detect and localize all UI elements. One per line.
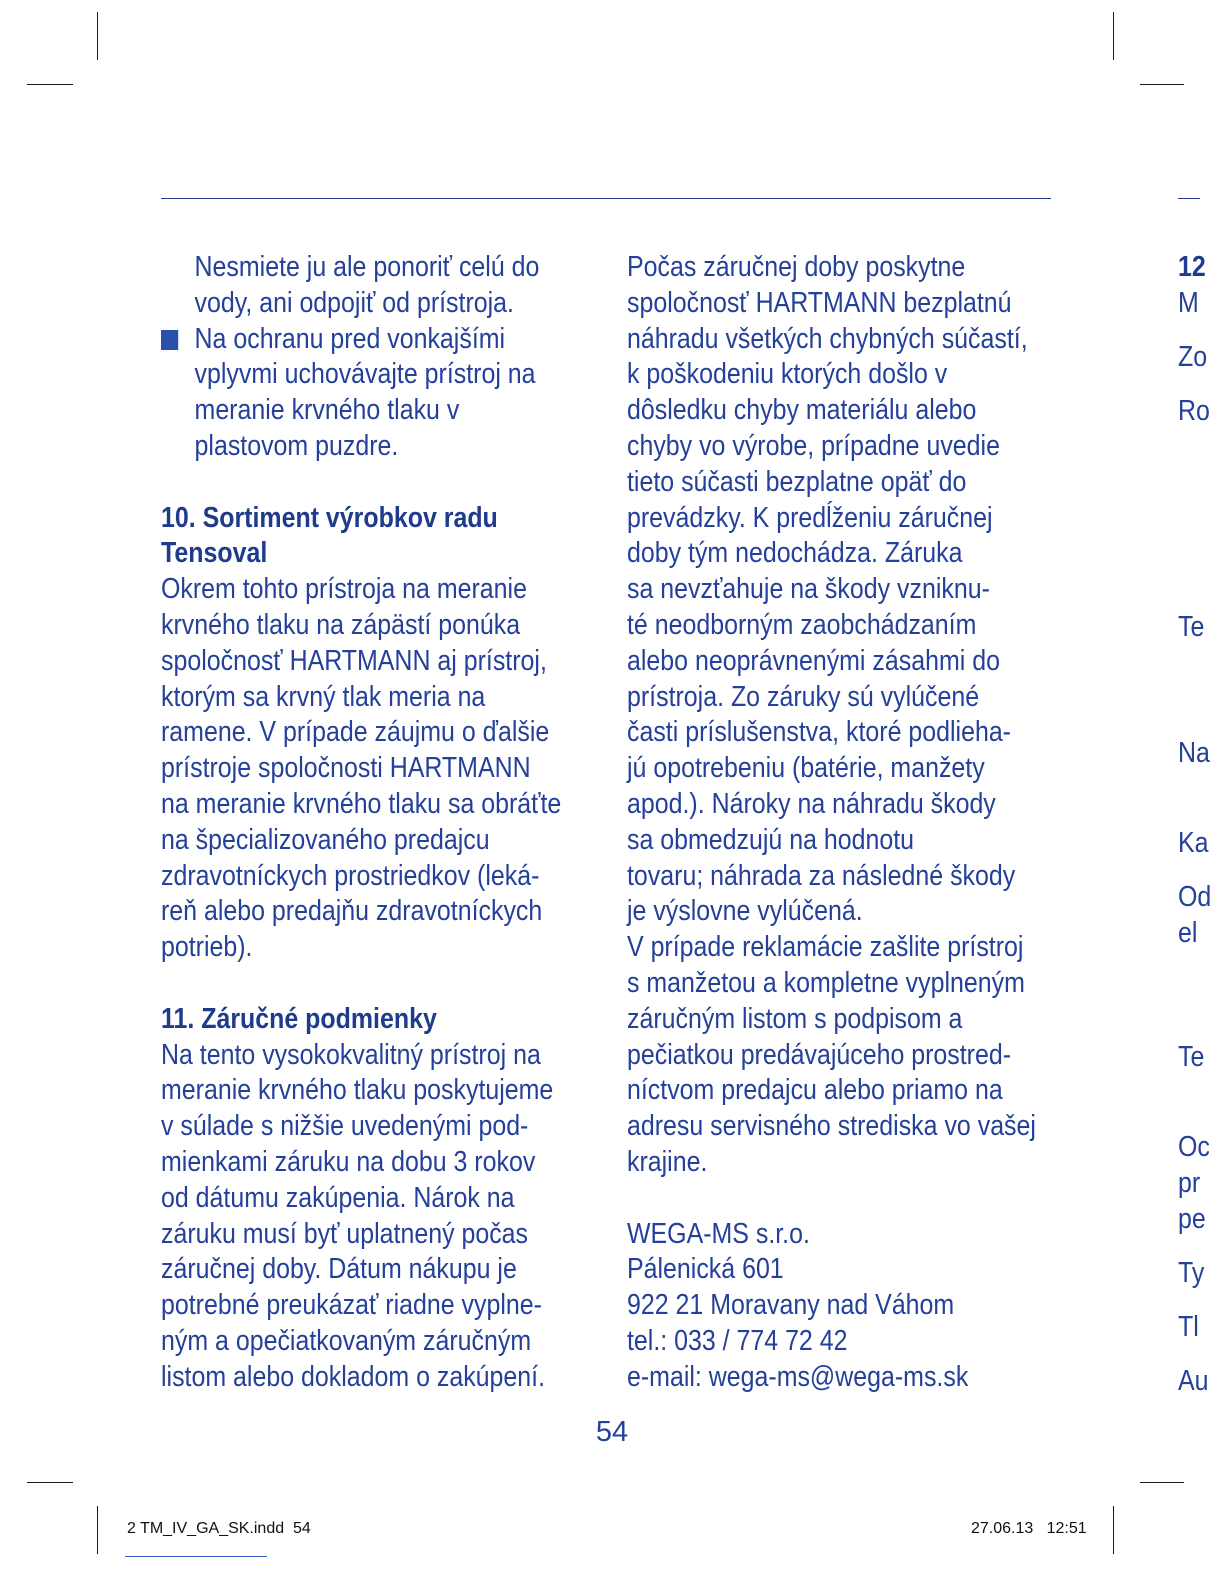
- text-line: chyby vo výrobe, prípadne uvedie: [627, 429, 1000, 462]
- text-line: časti príslušenstva, ktoré podlieha-: [627, 716, 1011, 749]
- text-line: na špecializovaného predajcu: [161, 823, 490, 856]
- address-company: WEGA-MS s.r.o.: [627, 1217, 810, 1250]
- right-fragment: Od: [1178, 881, 1212, 913]
- text-line: náhradu všetkých chybných súčastí,: [627, 322, 1028, 355]
- slug-underline: [125, 1556, 267, 1557]
- text-line: reň alebo predajňu zdravotníckych: [161, 895, 543, 928]
- text-line: záručným listom s podpisom a: [627, 1002, 963, 1035]
- page-number: 54: [595, 1416, 629, 1448]
- section-heading: 10. Sortiment výrobkov radu: [161, 501, 498, 534]
- crop-mark-bottom-right-horizontal: [1140, 1482, 1184, 1483]
- bullet-item: [161, 322, 561, 358]
- text-line: tieto súčasti bezplatne opäť do: [627, 465, 967, 498]
- address-email: e-mail: wega-ms@wega-ms.sk: [627, 1360, 969, 1393]
- text-line: záruku musí byť uplatnený počas: [161, 1217, 529, 1250]
- crop-mark-top-right-horizontal: [1140, 84, 1184, 85]
- crop-mark-bottom-right-vertical: [1113, 1506, 1114, 1554]
- right-fragment: Oc: [1178, 1131, 1210, 1163]
- slug-file: [127, 1520, 311, 1538]
- text-line: Okrem tohto prístroja na meranie: [161, 573, 527, 606]
- right-fragment: Tl: [1178, 1311, 1199, 1343]
- left-column: [161, 250, 561, 1396]
- text-line: plastovom puzdre.: [194, 429, 399, 462]
- text-line: krajine.: [627, 1145, 708, 1178]
- text-line: Nesmiete ju ale ponoriť celú do: [194, 251, 540, 283]
- address-city: 922 21 Moravany nad Váhom: [627, 1289, 955, 1322]
- text-line: dôsledku chyby materiálu alebo: [627, 394, 977, 427]
- text-line: meranie krvného tlaku v: [194, 394, 460, 427]
- right-fragment: Te: [1178, 611, 1205, 643]
- square-bullet-icon: [161, 330, 178, 350]
- text-line: potrebné preukázať riadne vyplne-: [161, 1289, 542, 1322]
- text-line: prístroje spoločnosti HARTMANN: [161, 752, 531, 785]
- text-line: prevádzky. K predĺženiu záručnej: [627, 501, 993, 534]
- text-line: zdravotníckych prostriedkov (leká-: [161, 859, 540, 892]
- right-fragment: M: [1178, 287, 1199, 319]
- text-line: té neodborným zaobchádzaním: [627, 608, 977, 641]
- right-fragment: pe: [1178, 1203, 1206, 1235]
- right-fragment: Te: [1178, 1041, 1205, 1073]
- header-rule-right-fragment: [1178, 198, 1200, 199]
- right-fragment: Ka: [1178, 827, 1209, 859]
- address-street: Pálenická 601: [627, 1253, 784, 1286]
- text-line: pečiatkou predávajúceho prostred-: [627, 1038, 1012, 1071]
- text-line: tovaru; náhrada za následné škody: [627, 859, 1016, 892]
- text-line: alebo neoprávnenými zásahmi do: [627, 644, 1000, 677]
- text-line: níctvom predajcu alebo priamo na: [627, 1074, 1003, 1107]
- section-heading: Tensoval: [161, 537, 268, 570]
- text-line: spoločnosť HARTMANN aj prístroj,: [161, 644, 547, 677]
- right-fragment: Au: [1178, 1365, 1209, 1397]
- right-fragment: Na: [1178, 737, 1210, 769]
- right-fragment: el: [1178, 917, 1198, 949]
- text-line: listom alebo dokladom o zakúpení.: [161, 1360, 546, 1393]
- crop-mark-top-right-vertical: [1113, 12, 1114, 60]
- text-line: V prípade reklamácie zašlite prístroj: [627, 931, 1024, 964]
- text-line: apod.). Nároky na náhradu škody: [627, 787, 996, 820]
- slug-time: 12:51: [1046, 1520, 1087, 1537]
- text-line: prístroja. Zo záruky sú vylúčené: [627, 680, 980, 713]
- text-line: mienkami záruku na dobu 3 rokov: [161, 1145, 536, 1178]
- address-phone: tel.: 033 / 774 72 42: [627, 1324, 848, 1357]
- text-line: doby tým nedochádza. Záruka: [627, 537, 963, 570]
- text-line: záručnej doby. Dátum nákupu je: [161, 1253, 517, 1286]
- text-line: vody, ani odpojiť od prístroja.: [194, 286, 514, 319]
- text-line: ným a opečiatkovaným záručným: [161, 1324, 532, 1357]
- crop-mark-top-left-horizontal: [27, 84, 73, 85]
- text-line: s manžetou a kompletne vyplneným: [627, 966, 1025, 999]
- slug-timestamp: [971, 1520, 1087, 1538]
- right-fragment: Zo: [1178, 341, 1208, 373]
- right-fragment: Ty: [1178, 1257, 1205, 1289]
- crop-mark-bottom-left-vertical: [97, 1506, 98, 1554]
- slug-page: 54: [293, 1520, 311, 1537]
- text-line: je výslovne vylúčená.: [627, 895, 863, 928]
- text-line: vplyvmi uchovávajte prístroj na: [194, 358, 536, 391]
- text-line: k poškodeniu ktorých došlo v: [627, 358, 948, 391]
- right-fragment: Ro: [1178, 395, 1210, 427]
- text-line: Na ochranu pred vonkajšími: [194, 322, 506, 355]
- text-line: jú opotrebeniu (batérie, manžety: [627, 752, 985, 785]
- text-line: na meranie krvného tlaku sa obráťte: [161, 787, 562, 820]
- text-line: meranie krvného tlaku poskytujeme: [161, 1074, 554, 1107]
- crop-mark-bottom-left-horizontal: [27, 1482, 73, 1483]
- text-line: od dátumu zakúpenia. Nárok na: [161, 1181, 515, 1214]
- text-line: adresu servisného strediska vo vašej: [627, 1110, 1036, 1143]
- text-line: ktorým sa krvný tlak meria na: [161, 680, 486, 713]
- right-column-fragments: [1178, 250, 1224, 1410]
- text-line: sa nevzťahuje na škody vzniknu-: [627, 573, 990, 606]
- slug-filename: 2 TM_IV_GA_SK.indd: [127, 1520, 285, 1537]
- text-line: v súlade s nižšie uvedenými pod-: [161, 1110, 529, 1143]
- section-heading: 11. Záručné podmienky: [161, 1002, 437, 1035]
- text-line: Počas záručnej doby poskytne: [627, 251, 966, 283]
- right-fragment: 12: [1178, 251, 1206, 283]
- text-line: potrieb).: [161, 931, 253, 964]
- middle-column: [627, 250, 1036, 1396]
- header-rule: [161, 198, 1051, 199]
- slug-date: 27.06.13: [971, 1520, 1034, 1537]
- text-line: Na tento vysokokvalitný prístroj na: [161, 1038, 541, 1071]
- text-line: sa obmedzujú na hodnotu: [627, 823, 915, 856]
- crop-mark-top-left-vertical: [97, 12, 98, 60]
- right-fragment: pr: [1178, 1167, 1201, 1199]
- text-line: ramene. V prípade záujmu o ďalšie: [161, 716, 550, 749]
- text-line: spoločnosť HARTMANN bezplatnú: [627, 286, 1012, 319]
- text-line: krvného tlaku na zápästí ponúka: [161, 608, 521, 641]
